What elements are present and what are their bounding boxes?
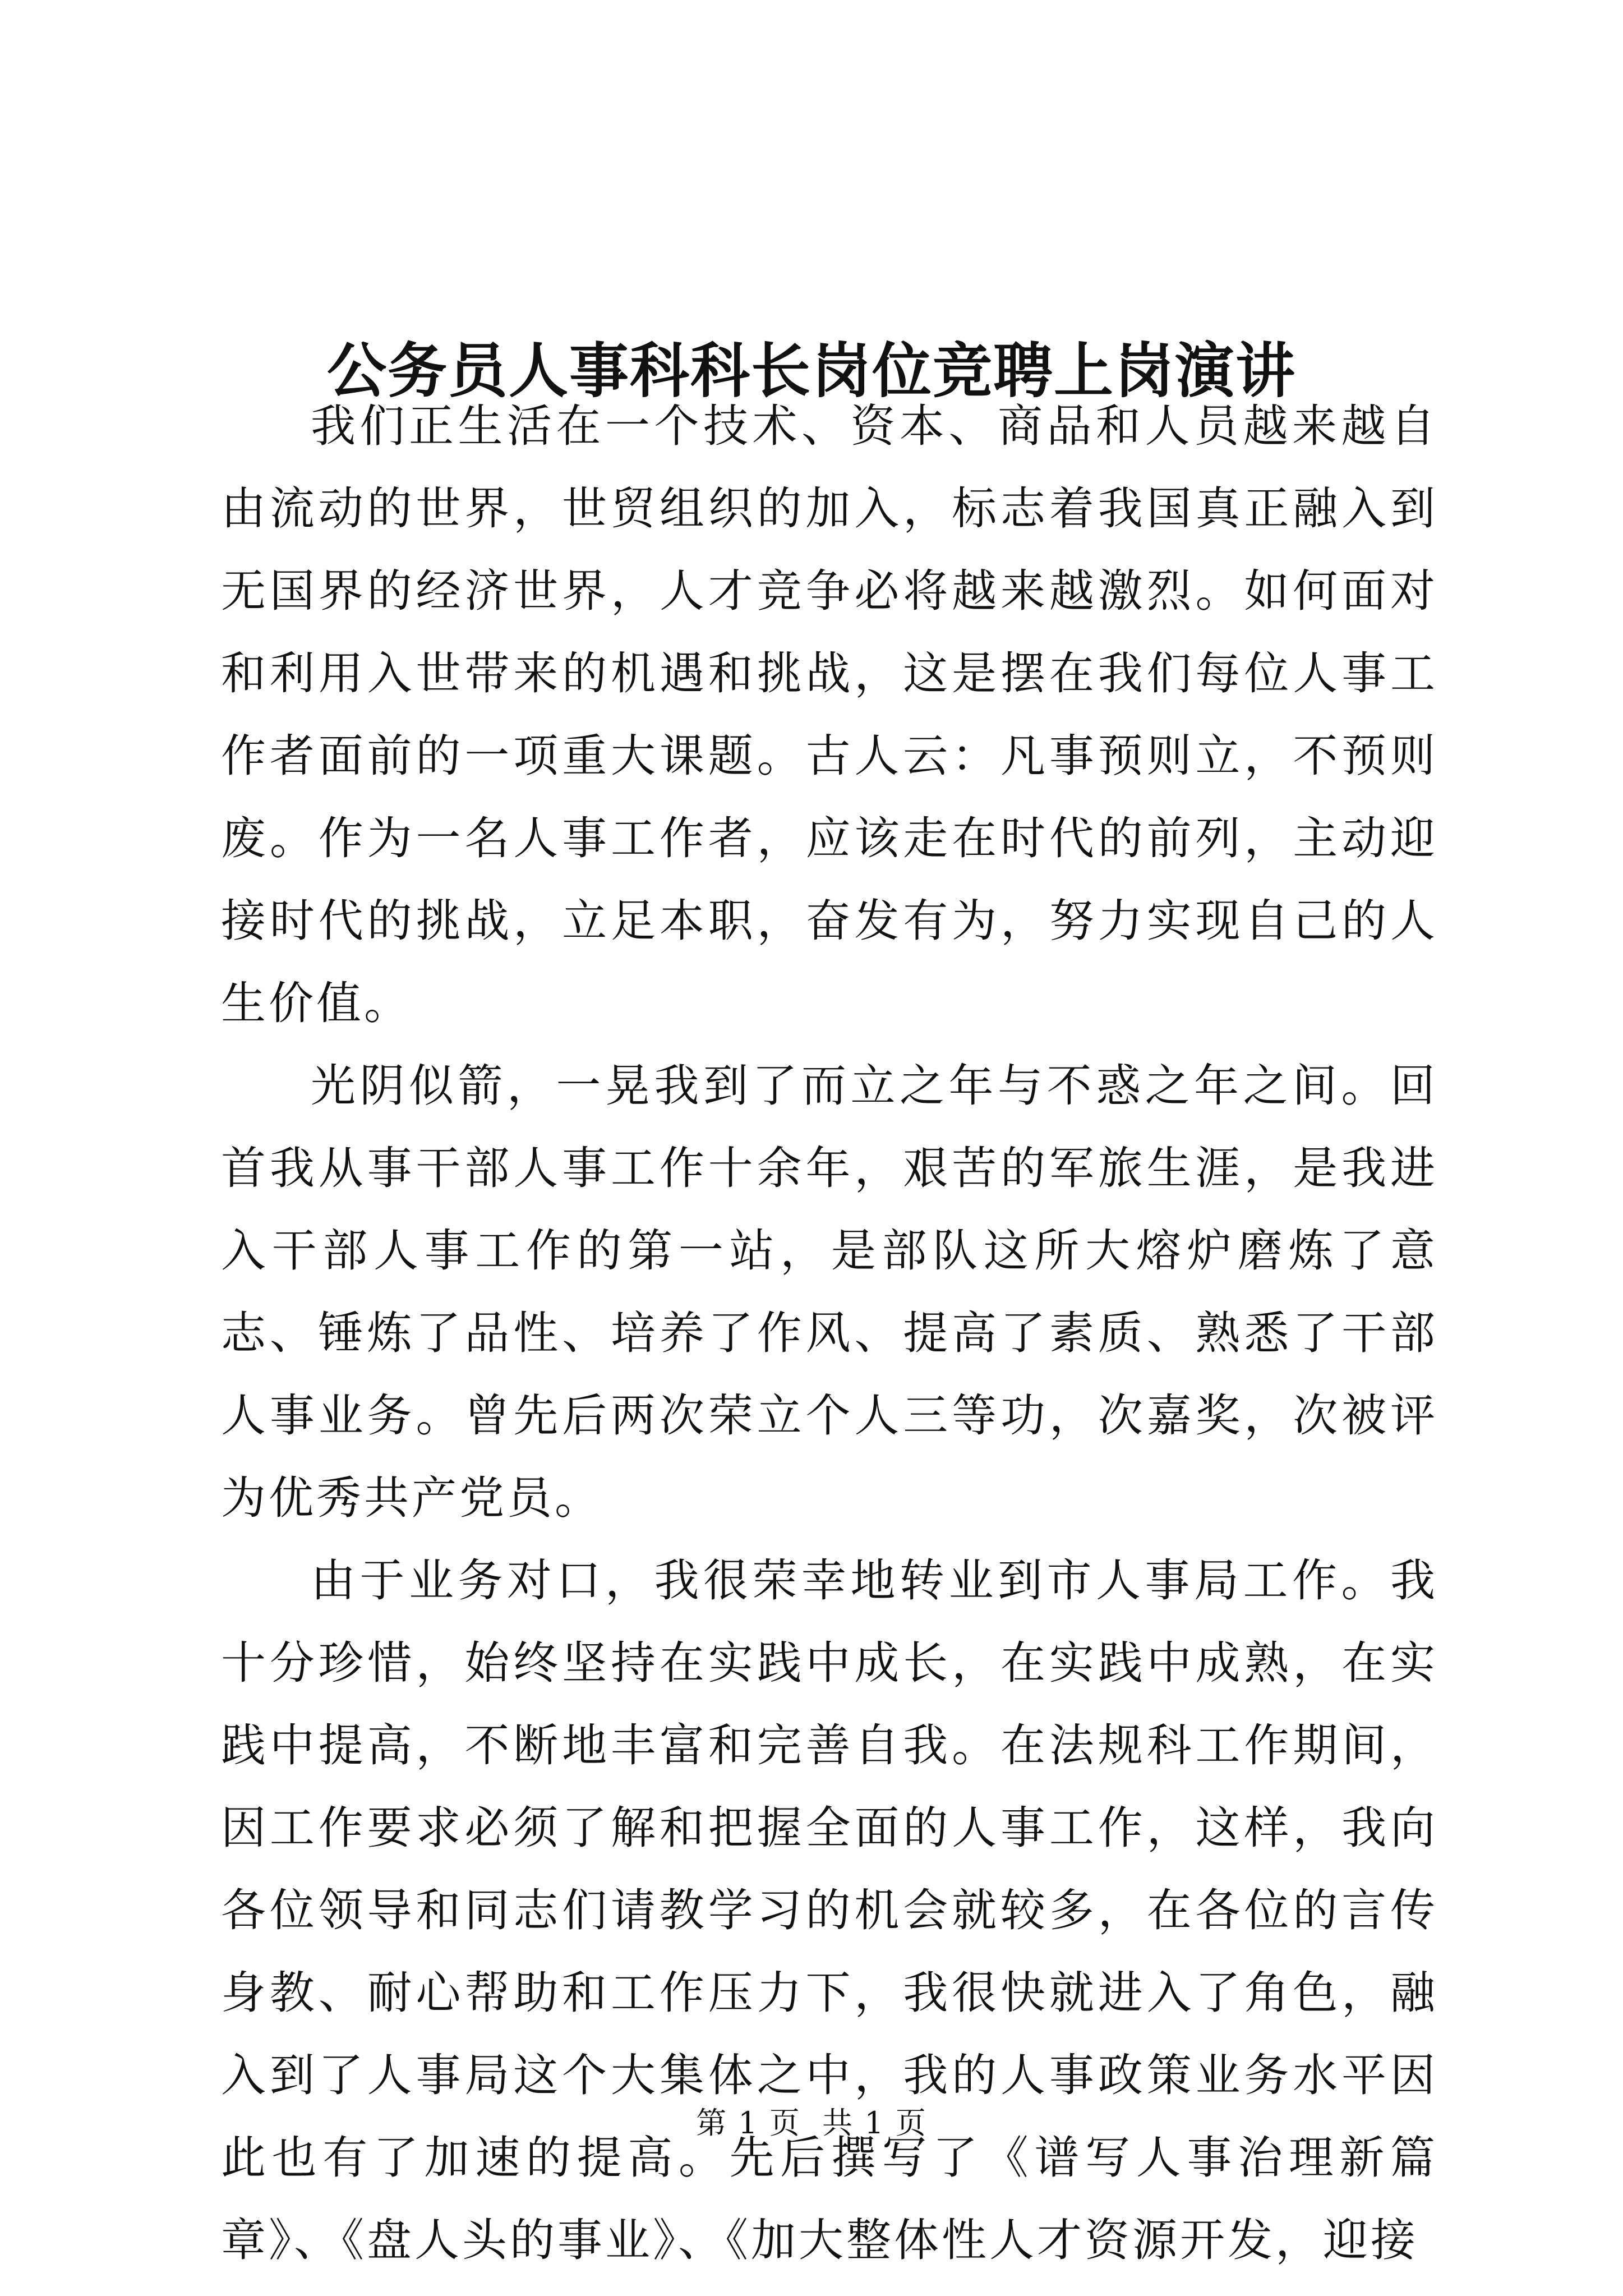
page-title: 公务员人事科科长岗位竞聘上岗演讲 [327,335,1296,406]
page-footer [0,2104,1623,2143]
paragraph-2: 光阴似箭，一晃我到了而立之年与不惑之年之间。回首我从事干部人事工作十余年，艰苦的军旅生涯，是我进入干部人事工作的第一站，是部队这所大熔炉磨炼了意志、锤炼了品性、培养了作风、提高了素质、熟悉了干部人事业务。曾先后两次荣立个人三等功，次嘉奖，次被评为优秀共产党员。 [221,1060,1438,1524]
page-number: 第 1 页 共 1 页 [696,2105,927,2141]
paragraph-1: 我们正生活在一个技术、资本、商品和人员越来越自由流动的世界，世贸组织的加入，标志着我国真正融入到无国界的经济世界，人才竞争必将越来越激烈。如何面对和利用入世带来的机遇和挑战，这是摆在我们每位人事工作者面前的一项重大课题。古人云：凡事预则立，不预则废。作为一名人事工作者，应该走在时代的前列，主动迎接时代的挑战，立足本职，奋发有为，努力实现自己的人生价值。 [221,400,1438,1029]
document-body [221,385,1438,2281]
paragraph-3: 由于业务对口，我很荣幸地转业到市人事局工作。我十分珍惜，始终坚持在实践中成长，在实践中成熟，在实践中提高，不断地丰富和完善自我。在法规科工作期间，因工作要求必须了解和把握全面的人事工作，这样，我向各位领导和同志们请教学习的机会就较多，在各位的言传身教、耐心帮助和工作压力下，我很快就进入了角色，融入到了人事局这个大集体之中，我的人事政策业务水平因此也有了加速的提高。先后撰写了《谱写人事治理新篇章》、《盘人头的事业》、《加大整体性人才资源开发，迎接 [221,1554,1438,2266]
